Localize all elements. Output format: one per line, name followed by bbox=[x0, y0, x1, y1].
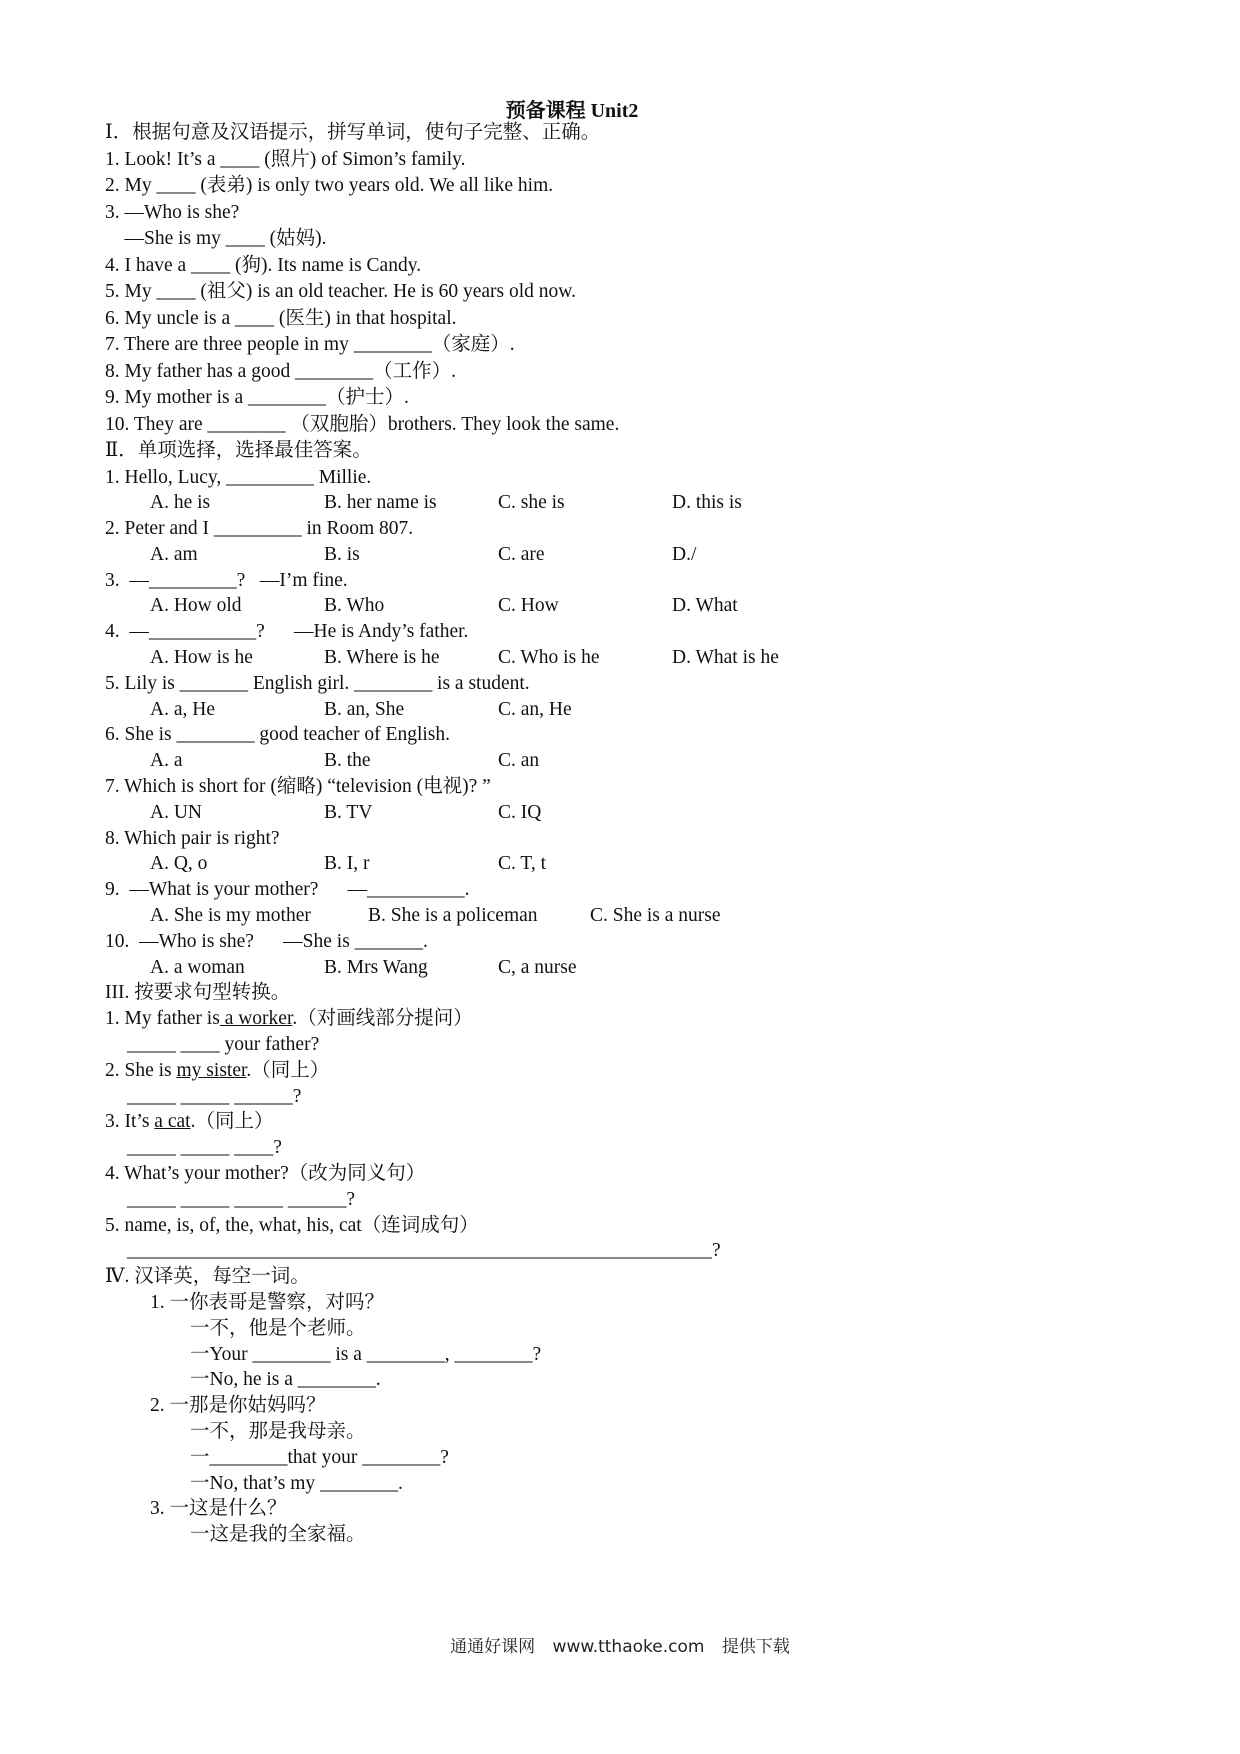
mc-option: A. a woman bbox=[150, 956, 245, 978]
footer bbox=[0, 1632, 1240, 1657]
transform-answer-line: _____ _____ ______? bbox=[127, 1085, 302, 1107]
transform-text-ul: a worker bbox=[219, 1008, 293, 1030]
mc-option: C. she is bbox=[498, 492, 565, 514]
section-1-item: —She is my ____ (姑妈). bbox=[105, 228, 327, 249]
section-2-heading: Ⅱ．单项选择，选择最佳答案。 bbox=[105, 440, 372, 461]
section-1-item: 10. They are ________ （双胞胎）brothers. They look the same. bbox=[105, 413, 620, 435]
mc-option: C. Who is he bbox=[498, 647, 600, 669]
mc-options bbox=[105, 851, 1145, 877]
transform-answer-line: ____________________________________________________________? bbox=[127, 1240, 721, 1262]
mc-option: B. Mrs Wang bbox=[324, 956, 428, 978]
mc-option: B. is bbox=[324, 543, 360, 565]
mc-options bbox=[105, 593, 1145, 619]
transform-answer-line: _____ ____ your father? bbox=[127, 1034, 320, 1056]
mc-option: A. am bbox=[150, 543, 198, 565]
transform-text-pre: 1. My father is bbox=[105, 1008, 220, 1030]
mc-option: C. an bbox=[498, 750, 540, 772]
mc-option: B. TV bbox=[324, 801, 373, 823]
mc-options bbox=[105, 490, 1145, 516]
mc-option: A. UN bbox=[150, 801, 202, 823]
mc-option: C. T, t bbox=[498, 853, 547, 875]
mc-option: B. I, r bbox=[324, 853, 370, 875]
mc-option: B. an, She bbox=[324, 698, 405, 720]
section-4-heading: Ⅳ. 汉译英，每空一词。 bbox=[105, 1266, 310, 1288]
transform-text-pre: 4. What’s your mother?（改为同义句） bbox=[105, 1163, 426, 1185]
transform-item bbox=[105, 1213, 1145, 1239]
footer-url[interactable]: www.tthaoke.com bbox=[552, 1637, 705, 1657]
mc-option: C. How bbox=[498, 595, 559, 617]
mc-question: 4. —___________? —He is Andy’s father. bbox=[105, 621, 469, 643]
mc-question: 6. She is ________ good teacher of English. bbox=[105, 724, 450, 746]
mc-option: A. a, He bbox=[150, 698, 215, 720]
mc-question: 3. —_________? —I’m fine. bbox=[105, 569, 348, 591]
mc-question: 10. —Who is she? —She is _______. bbox=[105, 930, 428, 952]
transform-answer-line: _____ _____ _____ ______? bbox=[127, 1188, 356, 1210]
mc-question: 1. Hello, Lucy, _________ Millie. bbox=[105, 466, 372, 488]
footer-note: 提供下载 bbox=[721, 1637, 790, 1657]
section-3-heading: III. 按要求句型转换。 bbox=[105, 982, 291, 1004]
mc-options bbox=[105, 903, 1145, 929]
section-1-item: 2. My ____ (表弟) is only two years old. We all like him. bbox=[105, 175, 554, 196]
translation-item: 1. 一你表哥是警察，对吗？ bbox=[150, 1292, 385, 1313]
section-1-item: 3. —Who is she? bbox=[105, 201, 240, 223]
transform-item bbox=[105, 1109, 1145, 1135]
mc-option: C. She is a nurse bbox=[590, 905, 721, 927]
section-1-item: 6. My uncle is a ____ (医生) in that hospital. bbox=[105, 307, 457, 329]
mc-question: 7. Which is short for (缩略) “television (电视)? ” bbox=[105, 776, 491, 798]
transform-text-post: .（对画线部分提问） bbox=[292, 1008, 473, 1030]
page-title: 预备课程 Unit2 bbox=[505, 100, 639, 122]
section-1-item: 5. My ____ (祖父) is an old teacher. He is 60 years old now. bbox=[105, 281, 576, 302]
section-1-heading: Ⅰ．根据句意及汉语提示，拼写单词，使句子完整、正确。 bbox=[105, 122, 601, 143]
translation-line: 一不，那是我母亲。 bbox=[190, 1420, 366, 1442]
translation-line: 一这是我的全家福。 bbox=[190, 1524, 366, 1546]
transform-text-pre: 2. She is bbox=[105, 1059, 177, 1081]
transform-text-pre: 5. name, is, of, the, what, his, cat（连词成句） bbox=[105, 1214, 479, 1236]
mc-option: A. How is he bbox=[150, 647, 253, 669]
mc-option: A. he is bbox=[150, 492, 211, 514]
mc-question: 5. Lily is _______ English girl. ________ is a student. bbox=[105, 672, 530, 694]
mc-options bbox=[105, 697, 1145, 723]
translation-line: 一________that your ________? bbox=[190, 1446, 449, 1468]
section-1-item: 7. There are three people in my ________（家庭）. bbox=[105, 334, 515, 355]
mc-option: D. this is bbox=[672, 492, 742, 514]
mc-option: C, a nurse bbox=[498, 956, 577, 978]
footer-site-name: 通通好课网 bbox=[450, 1637, 536, 1657]
mc-option: B. the bbox=[324, 750, 371, 772]
section-1-item: 1. Look! It’s a ____ (照片) of Simon’s family. bbox=[105, 148, 466, 170]
translation-item: 2. 一那是你姑妈吗？ bbox=[150, 1395, 326, 1417]
mc-option: B. She is a policeman bbox=[368, 905, 538, 927]
mc-question: 9. —What is your mother? —__________. bbox=[105, 879, 470, 901]
translation-line: 一Your ________ is a ________, ________? bbox=[190, 1343, 542, 1365]
mc-option: A. Q, o bbox=[150, 853, 208, 875]
mc-question: 8. Which pair is right? bbox=[105, 827, 280, 849]
mc-options bbox=[105, 955, 1145, 981]
section-1-item: 8. My father has a good ________（工作）. bbox=[105, 360, 456, 382]
worksheet-content bbox=[105, 120, 1145, 1548]
mc-options bbox=[105, 800, 1145, 826]
translation-item: 3. 一这是什么？ bbox=[150, 1498, 287, 1520]
mc-options bbox=[105, 645, 1145, 671]
translation-line: 一No, he is a ________. bbox=[190, 1369, 381, 1391]
mc-option: A. She is my mother bbox=[150, 905, 311, 927]
mc-question: 2. Peter and I _________ in Room 807. bbox=[105, 518, 414, 540]
transform-item bbox=[105, 1006, 1145, 1032]
transform-item bbox=[105, 1161, 1145, 1187]
transform-answer-line: _____ _____ ____? bbox=[127, 1137, 282, 1159]
mc-option: D./ bbox=[672, 543, 697, 565]
mc-option: C. are bbox=[498, 543, 545, 565]
mc-option: C. IQ bbox=[498, 801, 542, 823]
mc-option: A. a bbox=[150, 750, 183, 772]
transform-text-post: .（同上） bbox=[246, 1059, 330, 1081]
transform-text-pre: 3. It’s bbox=[105, 1111, 155, 1133]
mc-option: B. Where is he bbox=[324, 647, 440, 669]
mc-option: D. What bbox=[672, 595, 738, 617]
translation-line: 一不，他是个老师。 bbox=[190, 1317, 366, 1339]
transform-text-ul: my sister bbox=[176, 1059, 247, 1081]
mc-options bbox=[105, 748, 1145, 774]
transform-text-post: .（同上） bbox=[190, 1111, 274, 1133]
mc-option: A. How old bbox=[150, 595, 242, 617]
transform-item bbox=[105, 1058, 1145, 1084]
transform-text-ul: a cat bbox=[154, 1111, 191, 1133]
translation-line: 一No, that’s my ________. bbox=[190, 1472, 403, 1494]
mc-options bbox=[105, 542, 1145, 568]
mc-option: B. her name is bbox=[324, 492, 437, 514]
mc-option: C. an, He bbox=[498, 698, 572, 720]
mc-option: B. Who bbox=[324, 595, 385, 617]
mc-option: D. What is he bbox=[672, 647, 779, 669]
section-1-item: 9. My mother is a ________（护士）. bbox=[105, 387, 409, 408]
section-1-item: 4. I have a ____ (狗). Its name is Candy. bbox=[105, 254, 422, 276]
